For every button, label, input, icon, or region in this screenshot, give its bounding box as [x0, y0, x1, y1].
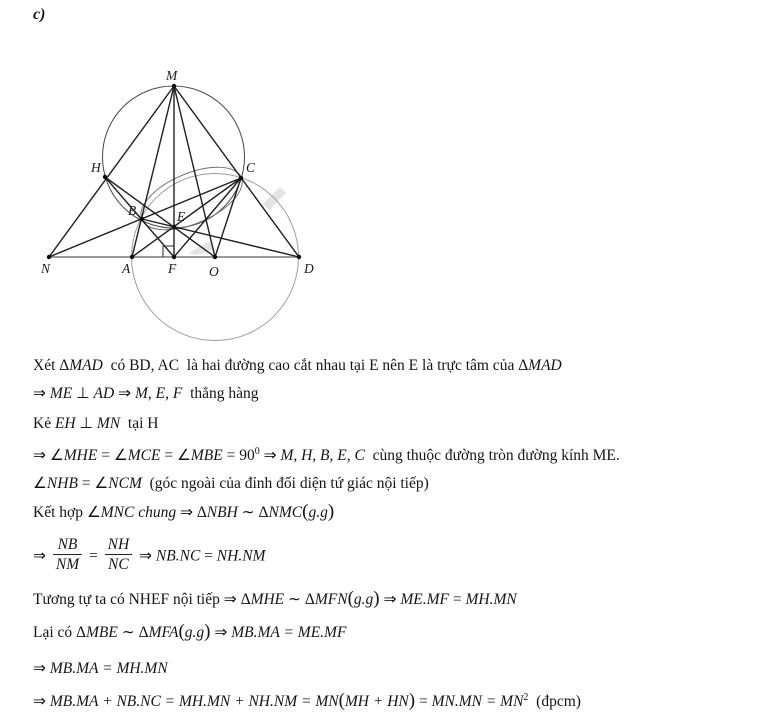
point-B [140, 217, 144, 221]
text-run: = [449, 591, 466, 608]
text-run: MAD [69, 357, 103, 374]
label-H: H [91, 160, 101, 175]
text-run: ⇒ [33, 693, 50, 710]
text-run: AD [93, 385, 115, 402]
text-run: Δ [240, 591, 251, 608]
text-run: Kẻ [33, 415, 55, 432]
proof-line [33, 622, 346, 643]
text-run: ( [338, 690, 345, 711]
text-run: MB.MA = MH.MN [49, 660, 168, 677]
text-run: MH + HN [344, 693, 409, 710]
text-run: ∼ [117, 624, 139, 641]
text-run: ) [408, 690, 416, 711]
text-run: Δ [258, 504, 269, 521]
text-run: M, E, F [134, 385, 183, 402]
text-run: tại H [120, 415, 159, 432]
proof-line [33, 442, 620, 466]
fraction-denominator: NC [108, 555, 129, 573]
text-run: = ∠ [160, 447, 191, 464]
text-run: ⇒ [33, 385, 50, 402]
text-run: ) [327, 501, 335, 522]
text-run: = 90 [222, 447, 255, 464]
proof-line [33, 384, 259, 404]
proof-line [33, 474, 429, 494]
text-run: MFA [148, 624, 179, 641]
label-N: N [41, 261, 51, 276]
point-M [172, 84, 176, 88]
text-run: = ∠ [77, 475, 109, 492]
text-run: ∠ [86, 504, 101, 521]
text-run: Xét [33, 357, 60, 374]
text-run: NH.NM [216, 547, 266, 565]
proof-line [33, 414, 158, 434]
text-run: NCM [108, 475, 142, 492]
text-run: MHE [250, 591, 285, 608]
text-run: g.g [184, 624, 205, 641]
text-run: ( [347, 588, 354, 609]
proof-line [33, 688, 581, 712]
label-A: A [122, 261, 131, 276]
fraction-numerator: NB [53, 536, 82, 555]
fraction-numerator: NH [105, 536, 133, 555]
proof-line [33, 659, 168, 679]
text-run: MBE [86, 624, 118, 641]
text-run: Lại có [33, 624, 77, 641]
text-run: MAD [528, 357, 562, 374]
point-A [130, 255, 134, 259]
text-run: ⊥ [72, 385, 94, 402]
text-run: MB.MA + NB.NC = MH.MN + NH.NM = MN [49, 693, 339, 710]
text-run: MN.MN = MN [431, 693, 524, 710]
text-run: Kết hợp [33, 504, 87, 521]
text-run: ⇒ [135, 547, 156, 565]
proof-line [33, 589, 517, 610]
text-run: = [85, 547, 102, 565]
text-run: Δ [196, 504, 207, 521]
text-run: g.g [308, 504, 328, 521]
segment-HF [105, 177, 174, 257]
text-run: EH [54, 415, 76, 432]
text-run: Δ [59, 357, 70, 374]
text-run: ⇒ [114, 385, 135, 402]
text-run: = [415, 693, 432, 710]
text-run: ⇒ [210, 624, 232, 641]
text-run: = ∠ [97, 447, 128, 464]
fraction-denominator: NM [55, 555, 80, 573]
text-run: Δ [138, 624, 149, 641]
text-run: Δ [518, 357, 529, 374]
point-C [239, 176, 243, 180]
text-run: NBH [206, 504, 238, 521]
point-O [213, 255, 217, 259]
text-run: 0 [254, 446, 260, 457]
label-F: F [168, 261, 177, 276]
text-run: MB.MA = ME.MF [231, 624, 347, 641]
text-run: Tương tự ta có NHEF nội tiếp ⇒ [33, 591, 241, 608]
text-run: (đpcm) [528, 693, 581, 710]
text-run: MCE [127, 447, 161, 464]
text-run: ) [204, 621, 211, 642]
text-run: thẳng hàng [182, 385, 259, 402]
text-run: MBE [190, 447, 223, 464]
fraction [105, 536, 133, 574]
text-run: có BD, AC là hai đường cao cắt nhau tại E nên E là trực tâm của [102, 357, 519, 374]
text-run: ⇒ ∠ [33, 447, 64, 464]
text-run: g.g [353, 591, 374, 608]
point-F [172, 255, 176, 259]
text-run: (góc ngoài của đỉnh đối diện tứ giác nội tiếp) [141, 475, 429, 492]
text-run: ∼ [237, 504, 259, 521]
text-run: 2 [523, 692, 529, 703]
point-D [297, 255, 301, 259]
fraction [53, 536, 82, 574]
text-run: ⇒ [33, 547, 50, 565]
text-run: MH.MN [465, 591, 517, 608]
text-run: ⇒ [33, 660, 50, 677]
label-B: B [128, 203, 137, 218]
text-run: ∠ [33, 475, 47, 492]
label-M: M [166, 68, 178, 83]
text-run: ( [302, 501, 309, 522]
text-run: ⇒ [259, 447, 281, 464]
text-run: Δ [76, 624, 87, 641]
text-run: MNC chung [100, 504, 177, 521]
label-C: C [246, 160, 256, 175]
text-run: ⊥ [75, 415, 97, 432]
proof-line [33, 502, 334, 523]
label-E: E [177, 209, 186, 224]
text-run: NHB [46, 475, 78, 492]
proof-line [33, 356, 562, 376]
text-run: NMC [268, 504, 303, 521]
point-E [172, 225, 176, 229]
proof-line [33, 538, 265, 576]
text-run: = [200, 547, 217, 565]
text-run: cùng thuộc đường tròn đường kính ME. [364, 447, 620, 464]
text-run: MFN [314, 591, 348, 608]
point-H [103, 175, 107, 179]
point-N [47, 255, 51, 259]
text-run: NB.NC [155, 547, 201, 565]
label-O: O [209, 264, 219, 279]
text-run: Δ [304, 591, 315, 608]
section-label: c) [33, 6, 46, 23]
geometry-figure [0, 0, 763, 352]
text-run: MN [96, 415, 121, 432]
text-run: ME.MF [400, 591, 450, 608]
text-run: ⇒ [379, 591, 401, 608]
text-run: ( [178, 621, 185, 642]
text-run: ) [373, 588, 380, 609]
text-run: ⇒ [176, 504, 197, 521]
text-run: ∼ [284, 591, 305, 608]
label-D: D [304, 261, 314, 276]
text-run: ME [49, 385, 73, 402]
text-run: M, H, B, E, C [280, 447, 365, 464]
segment-CO [215, 178, 241, 257]
text-run: MHE [63, 447, 98, 464]
